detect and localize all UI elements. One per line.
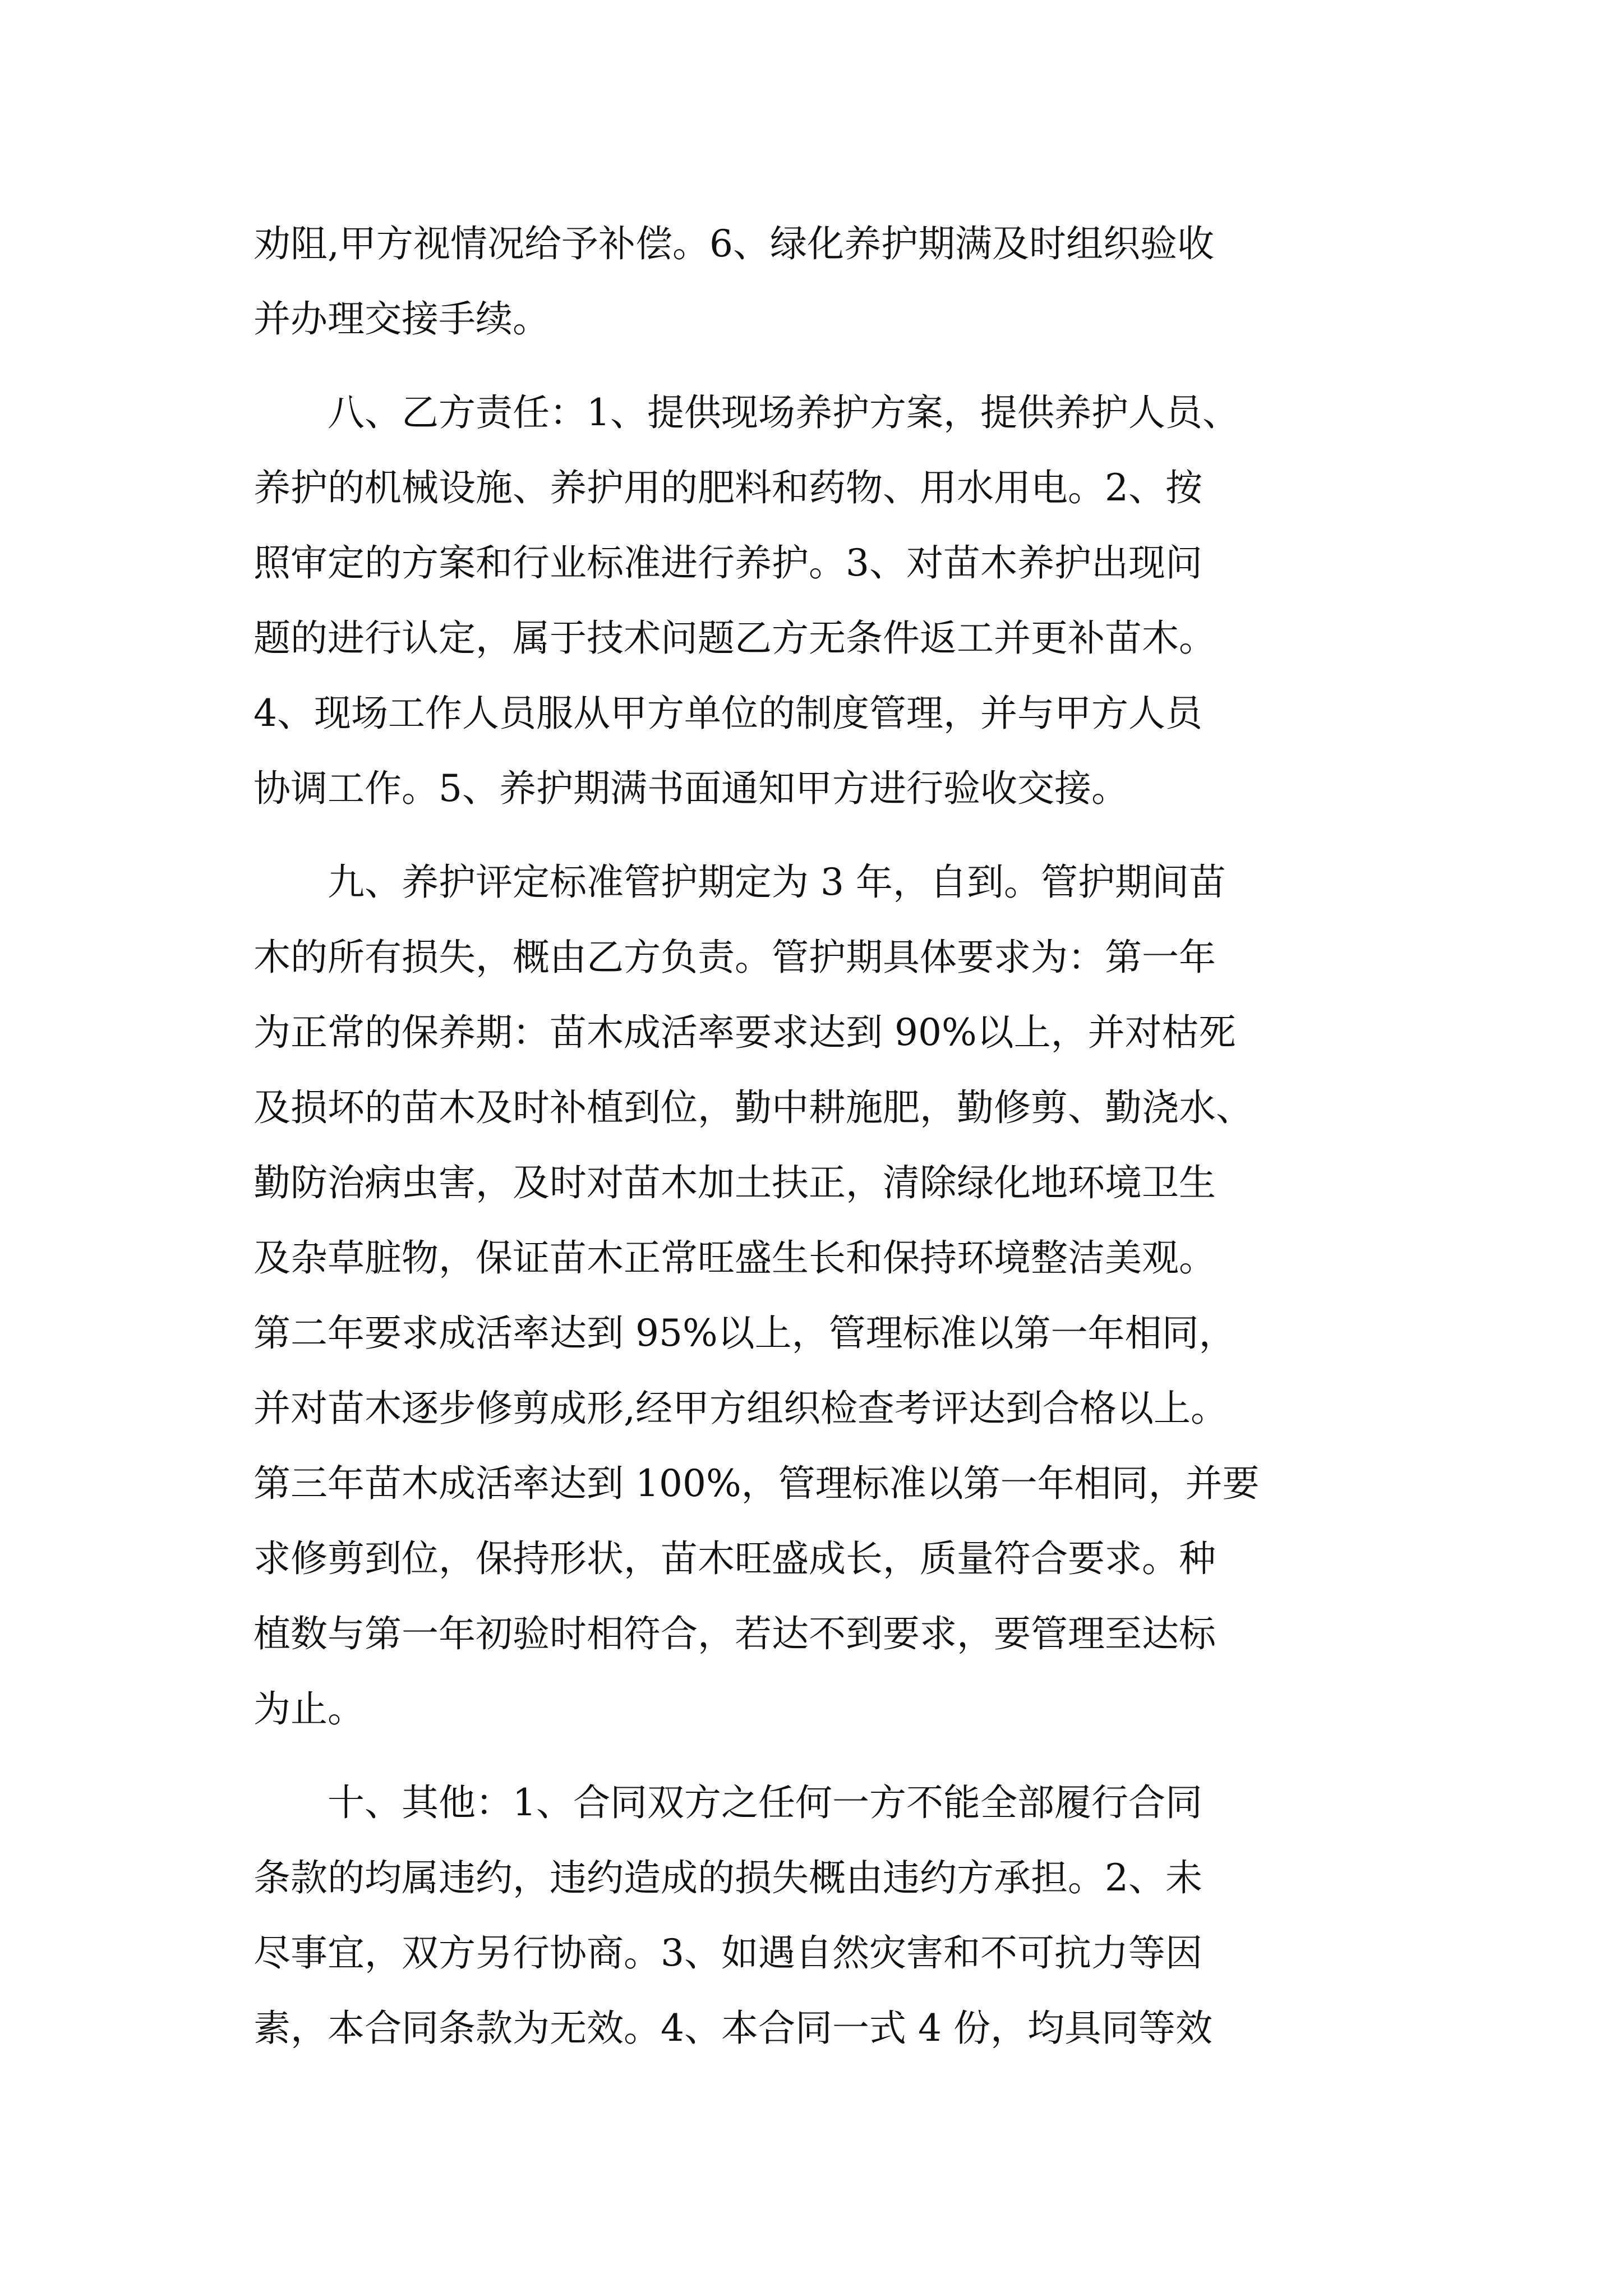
text-line: 为正常的保养期：苗木成活率要求达到 90%以上，并对枯死 — [253, 1011, 1236, 1054]
section-8-heading-line: 八、乙方责任：1、提供现场养护方案，提供养护人员、 — [253, 391, 1239, 434]
text-line: 尽事宜，双方另行协商。3、如遇自然灾害和不可抗力等因 — [253, 1931, 1202, 1975]
text-line: 条款的均属违约，违约造成的损失概由违约方承担。2、未 — [253, 1856, 1202, 1899]
text-line: 素，本合同条款为无效。4、本合同一式 4 份，均具同等效 — [253, 2007, 1212, 2050]
section-9-heading-line: 九、养护评定标准管护期定为 3 年，自到。管护期间苗 — [253, 861, 1226, 904]
text-line: 题的进行认定，属于技术问题乙方无条件返工并更补苗木。 — [253, 616, 1216, 660]
text-line: 第二年要求成活率达到 95%以上，管理标准以第一年相同， — [253, 1312, 1236, 1355]
text-line: 勤防治病虫害，及时对苗木加土扶正，清除绿化地环境卫生 — [253, 1161, 1216, 1204]
text-line: 4、现场工作人员服从甲方单位的制度管理，并与甲方人员 — [253, 692, 1202, 735]
paragraph-gap — [253, 357, 1382, 375]
paragraph-gap — [253, 1747, 1382, 1765]
text-line: 并办理交接手续。 — [253, 297, 550, 341]
text-line: 养护的机械设施、养护用的肥料和药物、用水用电。2、按 — [253, 466, 1202, 509]
text-line: 并对苗木逐步修剪成形,经甲方组织检查考评达到合格以上。 — [253, 1387, 1228, 1430]
text-line: 照审定的方案和行业标准进行养护。3、对苗木养护出现问 — [253, 541, 1202, 585]
text-line: 为止。 — [253, 1687, 365, 1731]
text-line: 劝阻,甲方视情况给予补偿。6、绿化养护期满及时组织验收 — [253, 222, 1214, 265]
text-line: 木的所有损失，概由乙方负责。管护期具体要求为：第一年 — [253, 936, 1216, 979]
text-line: 及损坏的苗木及时补植到位，勤中耕施肥，勤修剪、勤浇水、 — [253, 1086, 1253, 1129]
text-line: 协调工作。5、养护期满书面通知甲方进行验收交接。 — [253, 767, 1128, 810]
text-line: 及杂草脏物，保证苗木正常旺盛生长和保持环境整洁美观。 — [253, 1236, 1216, 1280]
text-line: 第三年苗木成活率达到 100%，管理标准以第一年相同，并要 — [253, 1462, 1260, 1505]
text-line: 求修剪到位，保持形状，苗木旺盛成长，质量符合要求。种 — [253, 1537, 1216, 1580]
section-10-heading-line: 十、其他：1、合同双方之任何一方不能全部履行合同 — [253, 1781, 1202, 1824]
text-line: 植数与第一年初验时相符合，若达不到要求，要管理至达标 — [253, 1612, 1216, 1655]
paragraph-gap — [253, 826, 1382, 845]
contract-text — [253, 206, 1382, 2066]
